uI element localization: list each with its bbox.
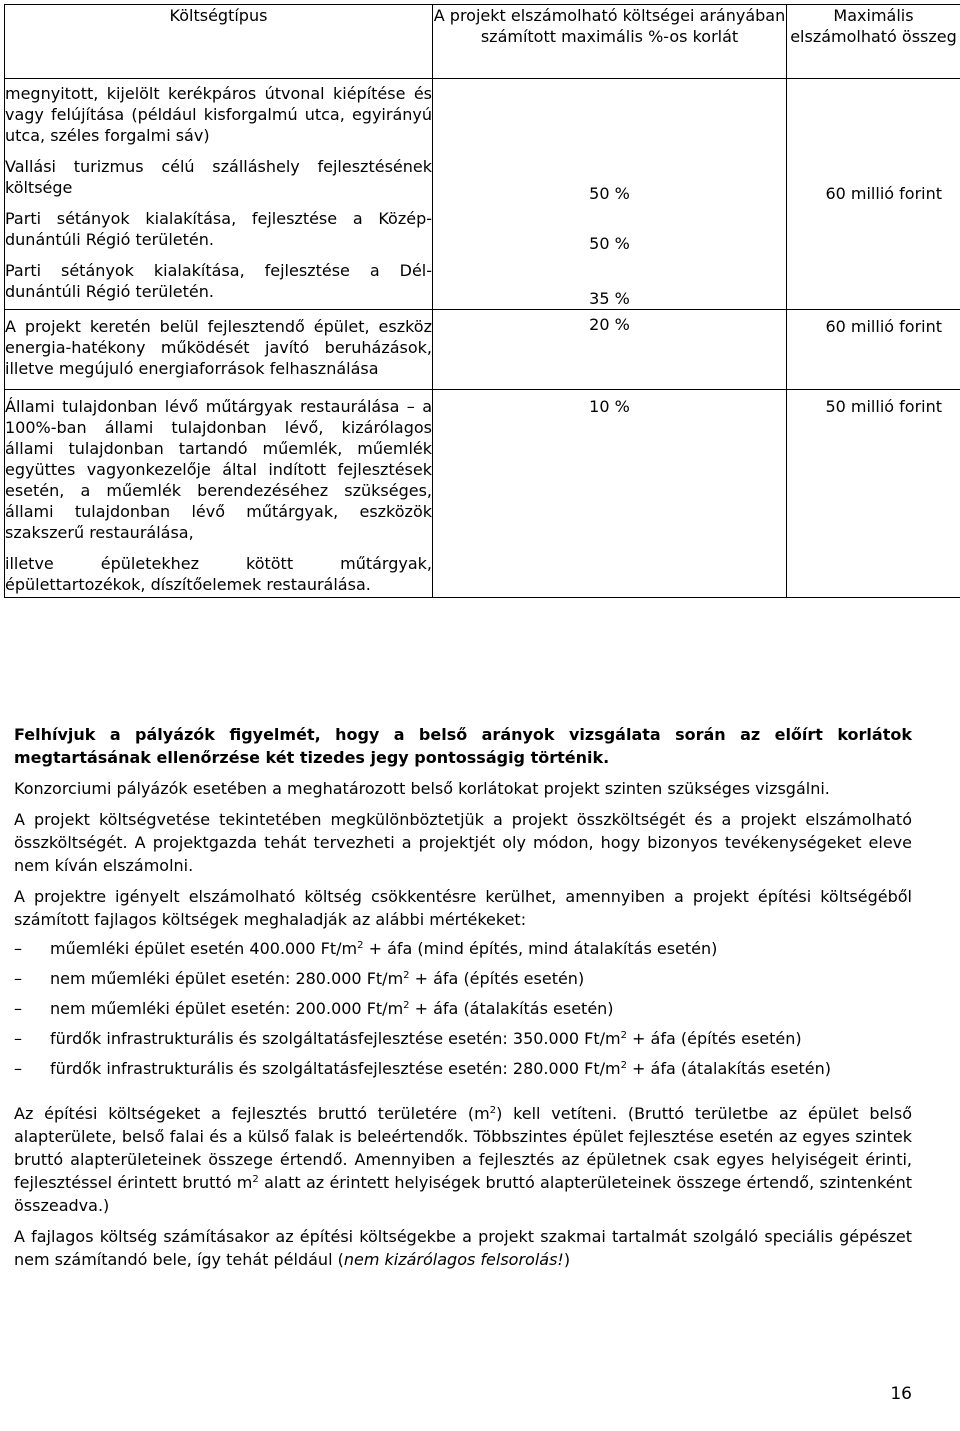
percent-value: 50 % [589,184,630,203]
cost-type-item: Parti sétányok kialakítása, fejlesztése a Dél-dunántúli Régió területén. [5,261,432,301]
header-max-percent: A projekt elszámolható költségei arányában számított maximális %-os korlát [433,5,787,79]
table-row [5,79,960,310]
notice-paragraph: Felhívjuk a pályázók figyelmét, hogy a belső arányok vizsgálata során az előírt korlátok megtartásának ellenőrzése két tizedes jegy pontosságig történik. [14,725,912,767]
header-cost-type: Költségtípus [5,5,433,79]
document-body [14,723,912,1279]
list-item: – nem műemléki épület esetén: 200.000 $Ft/m^2$ + áfa (átalakítás esetén) [14,999,614,1018]
percent-value: 10 % [589,397,630,416]
paragraph: Konzorciumi pályázók esetében a meghatározott belső korlátokat projekt szinten szükséges vizsgálni. [14,779,830,798]
header-max-amount: Maximális elszámolható összeg [787,5,960,79]
cost-type-item: A projekt keretén belül fejlesztendő épület, eszköz energia-hatékony működését javító beruházások, illetve megújuló energiaforrások felhasználása [5,317,432,378]
list-item: – műemléki épület esetén 400.000 $Ft/m^2$ + áfa (mind építés, mind átalakítás esetén) [14,939,718,958]
cost-table [4,4,960,598]
page-number: 16 [890,1384,912,1404]
cost-limit-list [14,937,912,1080]
amount-value: 50 millió forint [825,397,942,416]
percent-value: 50 % [589,234,630,253]
percent-value: 20 % [589,315,630,334]
dash-bullet: – [14,1029,22,1048]
table-row [5,310,960,390]
dash-bullet: – [14,1059,22,1078]
cost-type-item: illetve épületekhez kötött műtárgyak, épülettartozékok, díszítőelemek restaurálása. [5,554,432,594]
paragraph: A projekt költségvetése tekintetében megkülönböztetjük a projekt összköltségét és a projekt elszámolható összköltségét. A projektgazda tehát tervezheti a projektjét oly módon, hogy bizonyos tevékenységeket eleve nem kíván elszámolni. [14,810,912,875]
list-item: – nem műemléki épület esetén: 280.000 $Ft/m^2$ + áfa (építés esetén) [14,969,585,988]
paragraph: A fajlagos költség számításakor az építési költségekbe a projekt szakmai tartalmát szolgáló speciális gépészet nem számítandó bele, így tehát például (nem kizárólagos felsorolás!) [14,1227,912,1269]
list-item: – fürdők infrastrukturális és szolgáltatásfejlesztése esetén: 350.000 $Ft/m^2$ + áfa (építés esetén) [14,1029,802,1048]
amount-value: 60 millió forint [825,317,942,336]
dash-bullet: – [14,999,22,1018]
cost-type-item: megnyitott, kijelölt kerékpáros útvonal kiépítése és vagy felújítása (például kisforgalmú utca, egyirányú utca, széles forgalmi sáv) [5,84,432,145]
percent-value: 35 % [589,289,630,308]
table-header-row [5,5,960,79]
amount-value: 60 millió forint [825,184,942,203]
paragraph: Az építési költségeket a fejlesztés bruttó területére $(m^2)$ kell vetíteni. (Bruttó területbe az épület belső alapterülete, belső falai és a külső falak is beleértendők. Többszintes épület fejlesztése esetén az egyes szintek bruttó alapterületeinek összege értendő. Amennyiben a fejlesztés az épületnek csak egyes helyiségeit érinti, fejlesztéssel érintett bruttó $m^2$ alatt az érintett helyiségek bruttó alapterületeinek összege értendő, szintenként összeadva.) [14,1104,913,1215]
list-item: – fürdők infrastrukturális és szolgáltatásfejlesztése esetén: 280.000 $Ft/m^2$ + áfa (átalakítás esetén) [14,1059,831,1078]
table-row [5,390,960,598]
cost-type-item: Parti sétányok kialakítása, fejlesztése a Közép-dunántúli Régió területén. [5,209,432,249]
dash-bullet: – [14,969,22,988]
dash-bullet: – [14,939,22,958]
cost-type-item: Vallási turizmus célú szálláshely fejlesztésének költsége [5,157,432,197]
cost-type-item: Állami tulajdonban lévő műtárgyak restaurálása – a 100%-ban állami tulajdonban lévő, kizárólagos állami tulajdonban tartandó műemlék, műemlék együttes vagyonkezelője által indított fejlesztések esetén, a műemlék berendezéséhez szükséges, állami tulajdonban lévő műtárgyak, eszközök szakszerű restaurálása, [5,397,432,542]
paragraph: A projektre igényelt elszámolható költség csökkentésre kerülhet, amennyiben a projekt építési költségéből számított fajlagos költségek meghaladják az alábbi mértékeket: [14,887,912,929]
